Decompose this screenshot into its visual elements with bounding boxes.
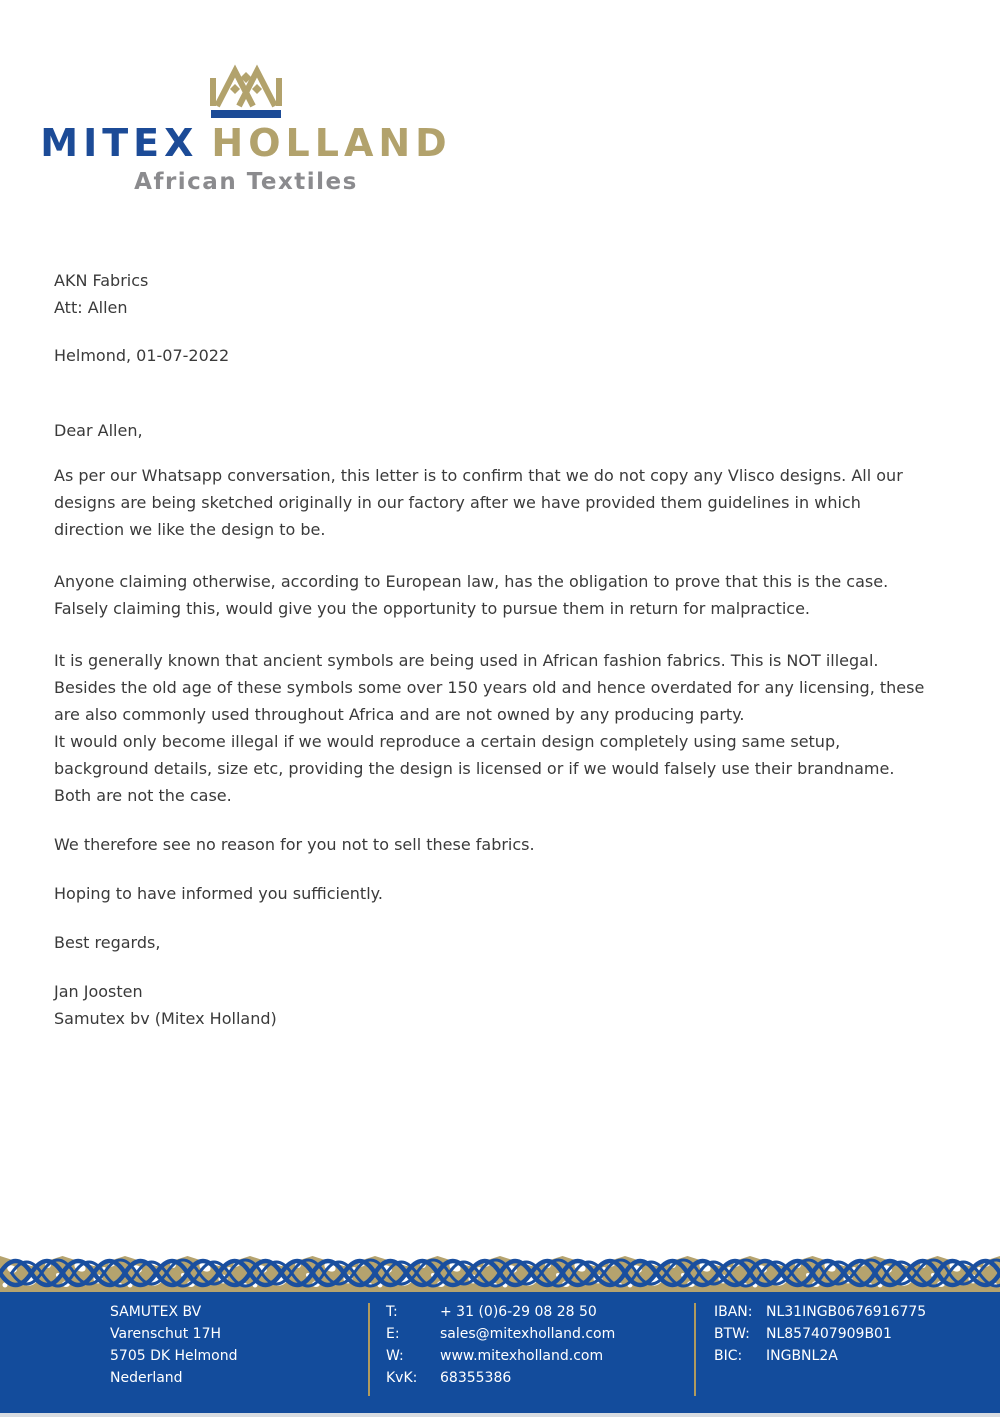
paragraph-3c: Both are not the case.	[54, 786, 232, 805]
email-value: sales@mitexholland.com	[440, 1326, 616, 1342]
fabric-pattern-band	[0, 1254, 1000, 1292]
iban-label: IBAN:	[714, 1304, 753, 1320]
page-bottom-edge	[0, 1413, 1000, 1417]
footer-street: Varenschut 17H	[110, 1326, 222, 1342]
phone-value: + 31 (0)6-29 08 28 50	[440, 1304, 597, 1320]
paragraph-3	[54, 647, 926, 809]
footer-kvk-row	[386, 1367, 615, 1389]
kvk-value: 68355386	[440, 1370, 512, 1386]
kvk-label: KvK:	[386, 1370, 418, 1386]
signature-company: Samutex bv (Mitex Holland)	[54, 1009, 277, 1028]
email-label: E:	[386, 1326, 400, 1342]
recipient-block	[54, 267, 926, 321]
company-logo	[40, 64, 452, 195]
paragraph-3b: It would only become illegal if we would reproduce a certain design completely using same setup, background details, size etc, providing the design is licensed or if we would falsely use their brandname.	[54, 732, 895, 778]
iban-value: NL31INGB0676916775	[766, 1304, 927, 1320]
signature-name: Jan Joosten	[54, 982, 143, 1001]
recipient-attention: Att: Allen	[54, 298, 128, 317]
website-value: www.mitexholland.com	[440, 1348, 604, 1364]
brand-tagline: African Textiles	[134, 169, 358, 195]
footer-divider	[694, 1303, 696, 1396]
footer-divider	[368, 1303, 370, 1396]
bic-value: INGBNL2A	[766, 1348, 838, 1364]
footer-postal-city: 5705 DK Helmond	[110, 1348, 238, 1364]
salutation: Dear Allen,	[54, 421, 143, 440]
letter-body	[54, 267, 926, 1032]
website-label: W:	[386, 1348, 404, 1364]
footer-phone-row	[386, 1301, 615, 1323]
signature-block	[54, 978, 926, 1032]
btw-value: NL857407909B01	[766, 1326, 892, 1342]
footer-company-name: SAMUTEX BV	[110, 1304, 202, 1320]
closing: Best regards,	[54, 933, 161, 952]
hoping-line: Hoping to have informed you sufficiently.	[54, 884, 383, 903]
footer-contact	[386, 1301, 615, 1389]
footer-country: Nederland	[110, 1370, 183, 1386]
brand-name	[40, 121, 452, 165]
conclusion-line: We therefore see no reason for you not to sell these fabrics.	[54, 835, 535, 854]
brand-name-holland: HOLLAND	[211, 121, 452, 165]
footer-website-row	[386, 1345, 615, 1367]
paragraph-1: As per our Whatsapp conversation, this letter is to confirm that we do not copy any Vlisco designs. All our designs are being sketched originally in our factory after we have provided them guidelines in which direction we like the design to be.	[54, 466, 903, 539]
footer-bic-row	[714, 1345, 926, 1367]
footer-email-row	[386, 1323, 615, 1345]
brand-name-mitex: MITEX	[40, 121, 199, 165]
crown-icon	[60, 64, 432, 118]
phone-label: T:	[386, 1304, 398, 1320]
paragraph-2: Anyone claiming otherwise, according to European law, has the obligation to prove that this is the case. Falsely claiming this, would give you the opportunity to pursue them in return for malpractice.	[54, 572, 889, 618]
footer-btw-row	[714, 1323, 926, 1345]
footer-address	[110, 1301, 237, 1389]
paragraph-3a: It is generally known that ancient symbols are being used in African fashion fabrics. This is NOT illegal. Besides the old age of these symbols some over 150 years old and hence overdated for any licensing, these are also commonly used throughout Africa and are not owned by any producing party.	[54, 651, 925, 724]
dateline: Helmond, 01-07-2022	[54, 346, 230, 365]
footer	[0, 1292, 1000, 1417]
recipient-name: AKN Fabrics	[54, 271, 149, 290]
btw-label: BTW:	[714, 1326, 750, 1342]
footer-bank	[714, 1301, 926, 1367]
bic-label: BIC:	[714, 1348, 743, 1364]
footer-iban-row	[714, 1301, 926, 1323]
